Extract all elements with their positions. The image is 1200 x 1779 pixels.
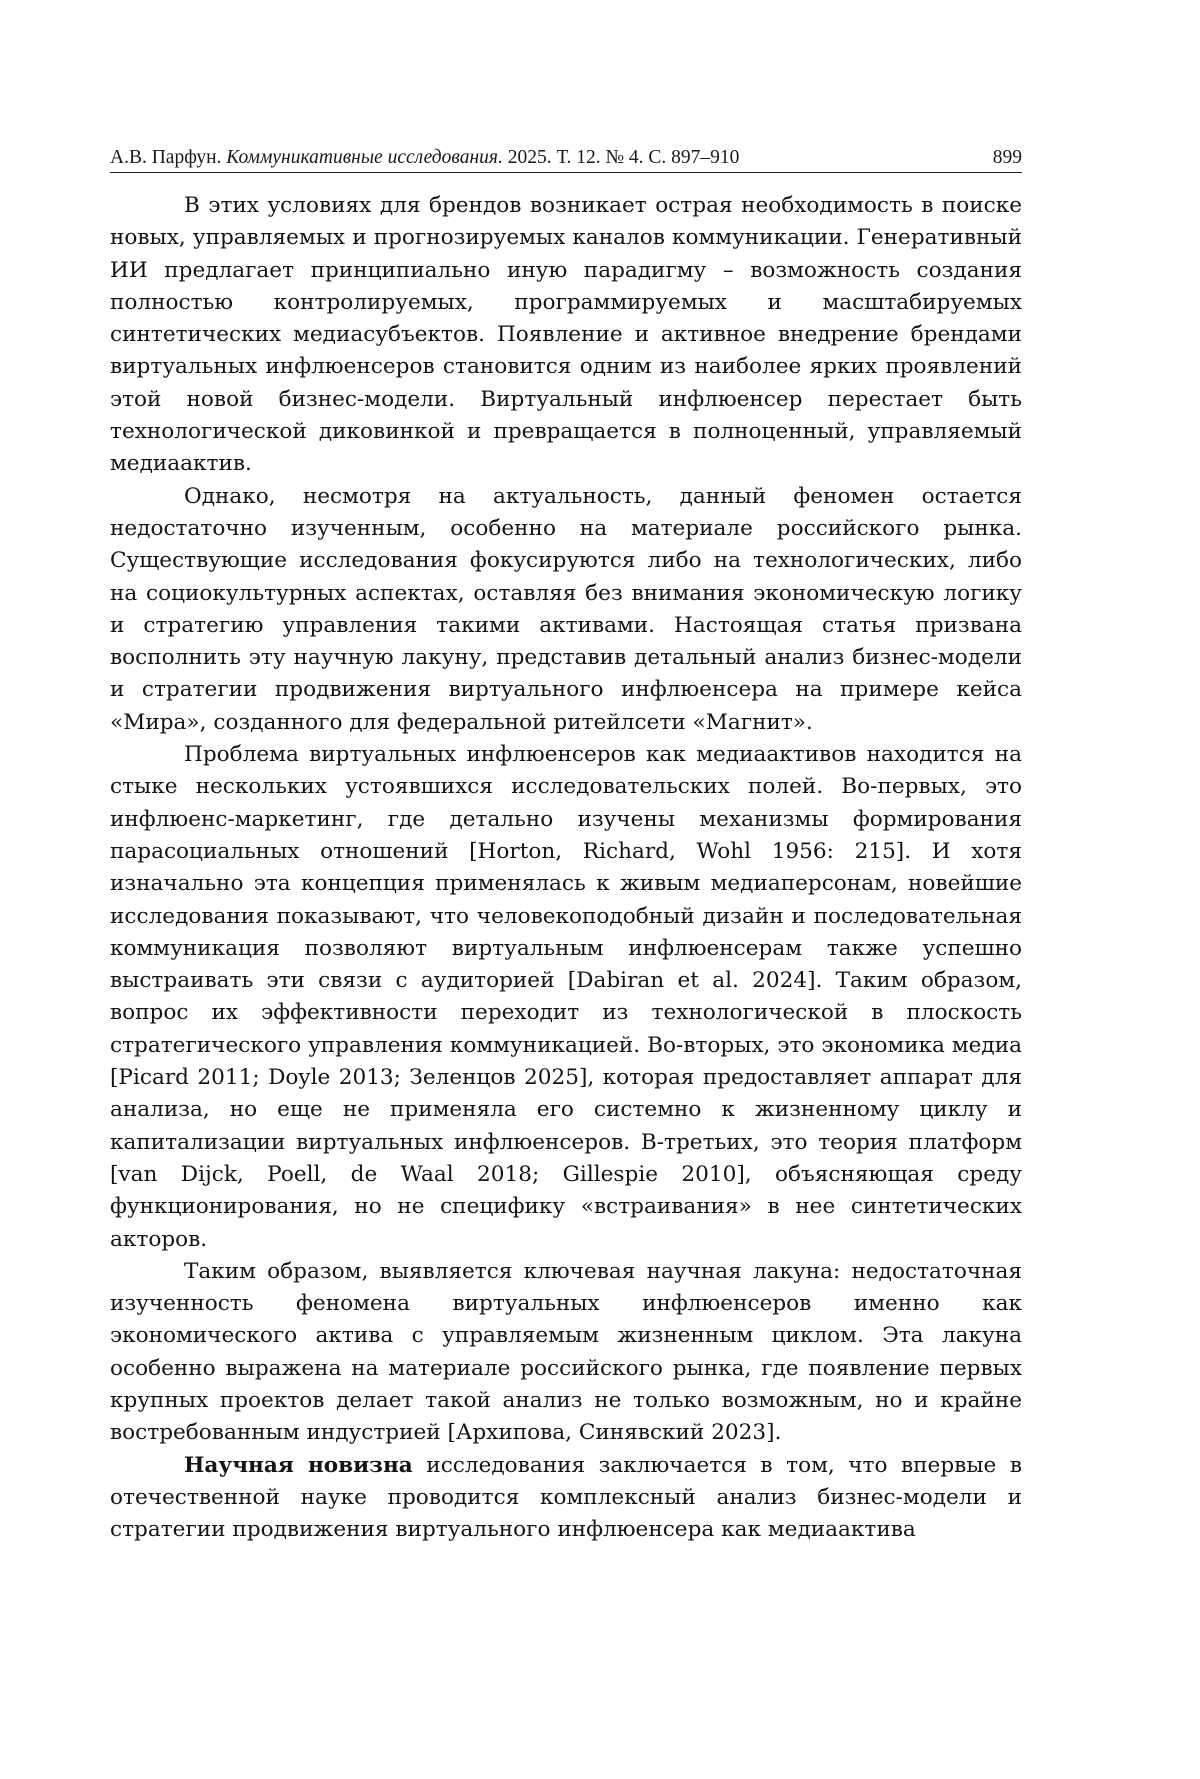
paragraph-scientific-novelty [110,1450,1022,1547]
paragraph-research-fields [110,739,1022,1256]
article-body [110,190,1022,1546]
header-author: А.В. Парфун. [110,147,222,168]
header-journal: Коммуникативные исследования. [226,147,503,168]
header-rule [110,172,1022,173]
page-number: 899 [992,147,1022,168]
paragraph-text: Таким образом, выявляется ключевая научная лакуна: недостаточная изученность феномена виртуальных инфлюенсеров именно как экономического актива с управляемым жизненным циклом. Эта лакуна особенно выражена на материале российского рынка, где появление первых крупных проектов делает такой анализ не только возможным, но и крайне востребованным индустрией [Архипова, Синявский 2023]. [110,1258,1022,1446]
novelty-bold-term: Научная новизна [184,1452,413,1478]
header-citation [110,143,739,173]
paragraph-text: исследования заключается в том, что впервые в отечественной науке проводится комплексный анализ бизнес-модели и стратегии продвижения виртуального инфлюенсера как медиаактива [110,1452,1022,1543]
paragraph-text: В этих условиях для брендов возникает острая необходимость в поиске новых, управляемых и прогнозируемых каналов коммуникации. Генеративный ИИ предлагает принципиально иную парадигму – возможность создания полностью контролируемых, программируемых и масштабируемых синтетических медиасубъектов. Появление и активное внедрение брендами виртуальных инфлюенсеров становится одним из наиболее ярких проявлений этой новой бизнес-модели. Виртуальный инфлюенсер перестает быть технологической диковинкой и превращается в полноценный, управляемый медиаактив. [110,193,1022,477]
paragraph-text: Однако, несмотря на актуальность, данный феномен остается недостаточно изученным, особенно на материале российского рынка. Существующие исследования фокусируются либо на технологических, либо на социокультурных аспектах, оставляя без внимания экономическую логику и стратегию управления такими активами. Настоящая статья призвана восполнить эту научную лакуну, представив детальный анализ бизнес-модели и стратегии продвижения виртуального инфлюенсера на примере кейса «Мира», созданного для федеральной ритейлсети «Магнит». [110,483,1022,735]
header-issue: 2025. Т. 12. № 4. С. 897–910 [507,147,740,168]
paragraph-brands-need-channels [110,190,1022,481]
paragraph-text: Проблема виртуальных инфлюенсеров как медиаактивов находится на стыке нескольких устоявшихся исследовательских полей. Во-первых, это инфлюенс-маркетинг, где детально изучены механизмы формирования парасоциальных отношений [Horton, Richard, Wohl 1956: 215]. И хотя изначально эта концепция применялась к живым медиаперсонам, новейшие исследования показывают, что человекоподобный дизайн и последовательная коммуникация позволяют виртуальным инфлюенсерам также успешно выстраивать эти связи с аудиторией [Dabiran et al. 2024]. Таким образом, вопрос их эффективности переходит из технологической в плоскость стратегического управления коммуникацией. Во-вторых, это экономика медиа [Picard 2011; Doyle 2013; Зеленцов 2025], которая предоставляет аппарат для анализа, но еще не применяла его системно к жизненному циклу и капитализации виртуальных инфлюенсеров. В-третьих, это теория платформ [van Dijck, Poell, de Waal 2018; Gillespie 2010], объясняющая среду функционирования, но не специфику «встраивания» в нее синтетических акторов. [110,742,1022,1252]
paragraph-key-gap [110,1256,1022,1450]
running-header [110,143,1022,173]
paragraph-research-gap [110,481,1022,739]
